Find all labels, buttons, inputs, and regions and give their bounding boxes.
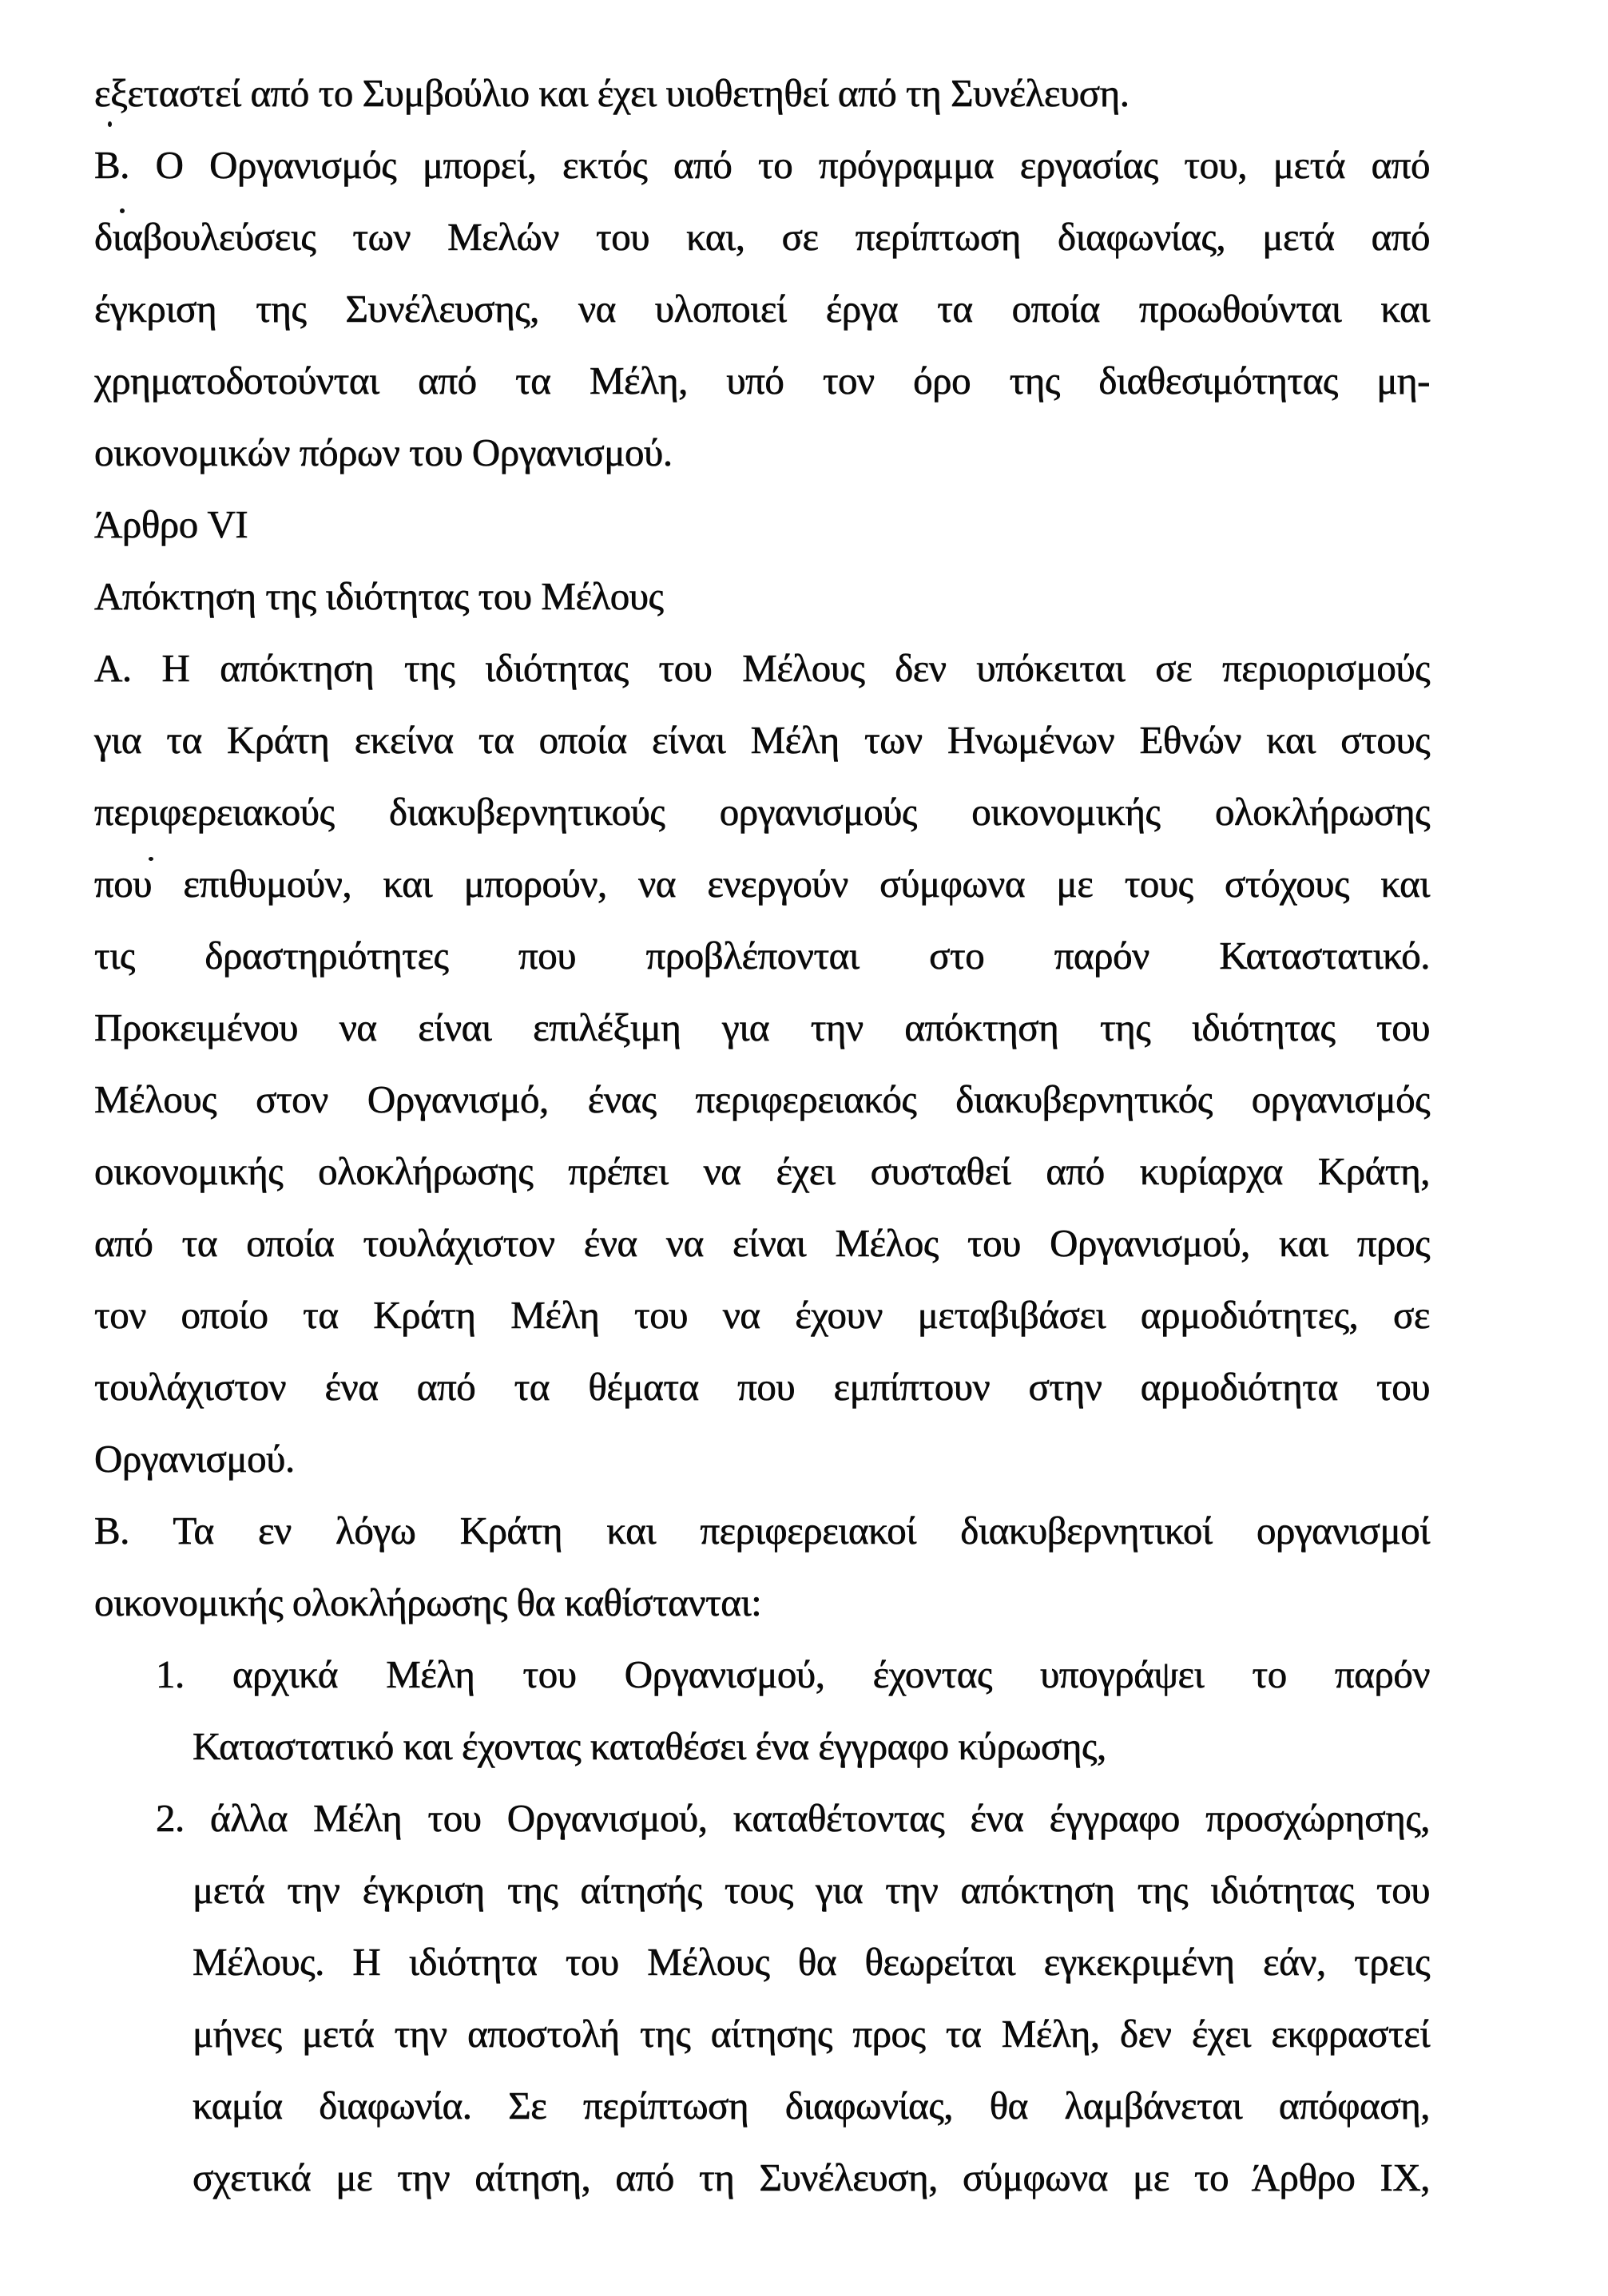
- text-line: Απόκτηση της ιδιότητας του Μέλους: [94, 574, 664, 618]
- text-line: από τα οποία τουλάχιστον ένα να είναι Μέλος του Οργανισμού, και προς: [94, 1221, 1430, 1265]
- scan-speck: [149, 857, 153, 861]
- text-line: Άρθρο VI: [94, 502, 248, 546]
- text-line: τον οποίο τα Κράτη Μέλη του να έχουν μεταβιβάσει αρμοδιότητες, σε: [94, 1293, 1430, 1337]
- text-line: έγκριση της Συνέλευσης, να υλοποιεί έργα τα οποία προωθούνται και: [94, 287, 1430, 331]
- text-line: 2. άλλα Μέλη του Οργανισμού, καταθέτοντας ένα έγγραφο προσχώρησης,: [156, 1796, 1430, 1840]
- text-line: χρηματοδοτούνται από τα Μέλη, υπό τον όρο της διαθεσιμότητας μη-: [94, 359, 1430, 402]
- text-line: καμία διαφωνία. Σε περίπτωση διαφωνίας, θα λαμβάνεται απόφαση,: [193, 2084, 1430, 2127]
- text-line: Α. Η απόκτηση της ιδιότητας του Μέλους δεν υπόκειται σε περιορισμούς: [94, 646, 1430, 690]
- text-line: Β. Ο Οργανισμός μπορεί, εκτός από το πρόγραμμα εργασίας του, μετά από: [94, 143, 1430, 187]
- text-line: 1. αρχικά Μέλη του Οργανισμού, έχοντας υπογράψει το παρόν: [156, 1652, 1430, 1696]
- scan-speck: [120, 208, 125, 213]
- text-line: μήνες μετά την αποστολή της αίτησης προς τα Μέλη, δεν έχει εκφραστεί: [193, 2012, 1430, 2056]
- text-line: εξεταστεί από το Συμβούλιο και έχει υιοθετηθεί από τη Συνέλευση.: [94, 71, 1130, 115]
- text-line: Β. Τα εν λόγω Κράτη και περιφερειακοί διακυβερνητικοί οργανισμοί: [94, 1509, 1430, 1552]
- text-line: Προκειμένου να είναι επιλέξιμη για την απόκτηση της ιδιότητας του: [94, 1005, 1430, 1049]
- text-line: σχετικά με την αίτηση, από τη Συνέλευση, σύμφωνα με το Άρθρο IX,: [193, 2155, 1430, 2199]
- scan-speck: [108, 121, 112, 127]
- text-line: Μέλους. Η ιδιότητα του Μέλους θα θεωρείται εγκεκριμένη εάν, τρεις: [193, 1940, 1430, 1984]
- text-line: οικονομικών πόρων του Οργανισμού.: [94, 430, 673, 474]
- text-line: οικονομικής ολοκλήρωσης πρέπει να έχει συσταθεί από κυρίαρχα Κράτη,: [94, 1149, 1430, 1193]
- text-line: οικονομικής ολοκλήρωσης θα καθίστανται:: [94, 1580, 762, 1624]
- text-line: Οργανισμού.: [94, 1437, 295, 1481]
- text-line: μετά την έγκριση της αίτησής τους για την απόκτηση της ιδιότητας του: [193, 1868, 1430, 1912]
- text-line: τουλάχιστον ένα από τα θέματα που εμπίπτουν στην αρμοδιότητα του: [94, 1365, 1430, 1409]
- text-line: που επιθυμούν, και μπορούν, να ενεργούν σύμφωνα με τους στόχους και: [94, 862, 1430, 906]
- text-line: περιφερειακούς διακυβερνητικούς οργανισμούς οικονομικής ολοκλήρωσης: [94, 790, 1430, 834]
- text-block: [94, 57, 1430, 2214]
- text-line: Μέλους στον Οργανισμό, ένας περιφερειακός διακυβερνητικός οργανισμός: [94, 1077, 1430, 1121]
- text-line: για τα Κράτη εκείνα τα οποία είναι Μέλη των Ηνωμένων Εθνών και στους: [94, 718, 1430, 762]
- text-line: τις δραστηριότητες που προβλέπονται στο παρόν Καταστατικό.: [94, 934, 1430, 977]
- text-line: διαβουλεύσεις των Μελών του και, σε περίπτωση διαφωνίας, μετά από: [94, 215, 1430, 259]
- text-line: Καταστατικό και έχοντας καταθέσει ένα έγγραφο κύρωσης,: [193, 1724, 1106, 1768]
